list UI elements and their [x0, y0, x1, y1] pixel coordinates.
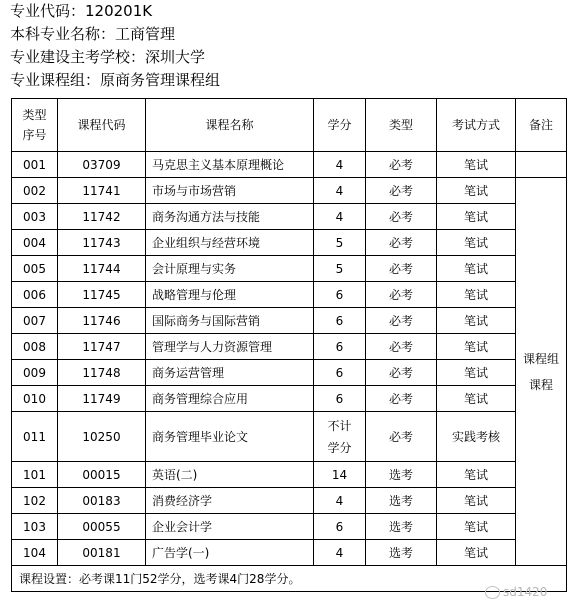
cell-credit: 4	[314, 540, 366, 566]
cell-type: 选考	[366, 540, 437, 566]
cell-name: 战略管理与伦理	[146, 282, 314, 308]
col-type: 类型	[366, 99, 437, 152]
cell-code: 11749	[58, 386, 146, 412]
cell-credit: 6	[314, 386, 366, 412]
cell-type: 必考	[366, 282, 437, 308]
cell-credit: 4	[314, 488, 366, 514]
cell-type: 必考	[366, 412, 437, 462]
cell-exam: 笔试	[437, 152, 516, 178]
table-row	[12, 230, 567, 256]
cell-type: 必考	[366, 178, 437, 204]
cell-credit: 5	[314, 256, 366, 282]
cell-seq: 002	[12, 178, 58, 204]
cell-code: 03709	[58, 152, 146, 178]
cell-code: 11744	[58, 256, 146, 282]
cell-seq: 101	[12, 462, 58, 488]
table-row	[12, 540, 567, 566]
cell-type: 必考	[366, 256, 437, 282]
cell-exam: 笔试	[437, 256, 516, 282]
cell-seq: 004	[12, 230, 58, 256]
cell-code: 00183	[58, 488, 146, 514]
cell-note	[516, 152, 567, 178]
cell-seq: 102	[12, 488, 58, 514]
cell-name: 马克思主义基本原理概论	[146, 152, 314, 178]
cell-name: 会计原理与实务	[146, 256, 314, 282]
cell-name: 国际商务与国际营销	[146, 308, 314, 334]
table-row	[12, 152, 567, 178]
cell-name: 企业会计学	[146, 514, 314, 540]
cell-exam: 笔试	[437, 308, 516, 334]
cell-name: 消费经济学	[146, 488, 314, 514]
cell-seq: 008	[12, 334, 58, 360]
cell-seq: 104	[12, 540, 58, 566]
cell-seq: 005	[12, 256, 58, 282]
table-header-row	[12, 99, 567, 152]
col-type-seq-l1: 类型	[22, 108, 47, 122]
cell-code: 11748	[58, 360, 146, 386]
table-row	[12, 334, 567, 360]
cell-code: 11742	[58, 204, 146, 230]
cell-exam: 笔试	[437, 514, 516, 540]
cell-exam: 笔试	[437, 540, 516, 566]
cell-name: 商务管理毕业论文	[146, 412, 314, 462]
cell-seq: 103	[12, 514, 58, 540]
cell-exam: 实践考核	[437, 412, 516, 462]
cell-seq: 003	[12, 204, 58, 230]
cell-seq: 009	[12, 360, 58, 386]
watermark	[485, 585, 547, 599]
col-name: 课程名称	[146, 99, 314, 152]
cell-exam: 笔试	[437, 282, 516, 308]
table-row	[12, 386, 567, 412]
cell-exam: 笔试	[437, 334, 516, 360]
cell-type: 选考	[366, 514, 437, 540]
cell-code: 11746	[58, 308, 146, 334]
document-header	[10, 0, 570, 92]
table-row	[12, 514, 567, 540]
watermark-text: sd1420	[503, 585, 548, 599]
cell-credit: 6	[314, 282, 366, 308]
table-body	[12, 152, 567, 566]
table-row	[12, 360, 567, 386]
table-row	[12, 282, 567, 308]
cell-exam: 笔试	[437, 230, 516, 256]
host-university: 专业建设主考学校：深圳大学	[10, 48, 206, 66]
major-code: 专业代码：120201K	[10, 2, 153, 20]
course-group: 专业课程组：原商务管理课程组	[10, 71, 221, 89]
cell-exam: 笔试	[437, 204, 516, 230]
table-row	[12, 462, 567, 488]
note-text: 课程组课程	[522, 351, 559, 392]
cell-type: 选考	[366, 462, 437, 488]
cell-seq: 007	[12, 308, 58, 334]
cell-type: 选考	[366, 488, 437, 514]
table-row	[12, 488, 567, 514]
cell-type: 必考	[366, 360, 437, 386]
cell-code: 11745	[58, 282, 146, 308]
cell-code: 11743	[58, 230, 146, 256]
cell-type: 必考	[366, 152, 437, 178]
cell-credit: 5	[314, 230, 366, 256]
table-row	[12, 412, 567, 462]
cell-type: 必考	[366, 204, 437, 230]
cell-note-merged	[516, 178, 567, 566]
cell-seq: 011	[12, 412, 58, 462]
cell-code: 11747	[58, 334, 146, 360]
footer-row	[12, 566, 567, 592]
cell-code: 00181	[58, 540, 146, 566]
cell-name: 商务沟通方法与技能	[146, 204, 314, 230]
credit-line: 不计	[327, 418, 352, 433]
cell-seq: 010	[12, 386, 58, 412]
cell-type: 必考	[366, 386, 437, 412]
cell-name: 管理学与人力资源管理	[146, 334, 314, 360]
cell-name: 企业组织与经营环境	[146, 230, 314, 256]
credit-line: 学分	[327, 440, 352, 455]
cell-credit: 6	[314, 360, 366, 386]
cell-exam: 笔试	[437, 462, 516, 488]
cell-code: 00055	[58, 514, 146, 540]
cell-credit: 4	[314, 204, 366, 230]
cell-credit: 6	[314, 514, 366, 540]
cell-type: 必考	[366, 308, 437, 334]
table-row	[12, 178, 567, 204]
table-row	[12, 204, 567, 230]
table-row	[12, 256, 567, 282]
major-name: 本科专业名称：工商管理	[10, 25, 176, 43]
cell-type: 必考	[366, 334, 437, 360]
col-code: 课程代码	[58, 99, 146, 152]
course-table	[11, 98, 567, 592]
cell-exam: 笔试	[437, 386, 516, 412]
col-type-seq	[12, 99, 58, 152]
wechat-icon	[485, 586, 500, 599]
col-type-seq-l2: 序号	[22, 128, 47, 142]
col-exam: 考试方式	[437, 99, 516, 152]
cell-seq: 001	[12, 152, 58, 178]
cell-name: 商务管理综合应用	[146, 386, 314, 412]
cell-credit: 4	[314, 178, 366, 204]
cell-exam: 笔试	[437, 488, 516, 514]
cell-type: 必考	[366, 230, 437, 256]
cell-code: 11741	[58, 178, 146, 204]
cell-code: 10250	[58, 412, 146, 462]
cell-code: 00015	[58, 462, 146, 488]
cell-seq: 006	[12, 282, 58, 308]
col-note: 备注	[516, 99, 567, 152]
cell-credit: 6	[314, 308, 366, 334]
cell-credit: 14	[314, 462, 366, 488]
cell-name: 广告学(一)	[146, 540, 314, 566]
cell-exam: 笔试	[437, 360, 516, 386]
cell-credit: 6	[314, 334, 366, 360]
table-row	[12, 308, 567, 334]
cell-name: 英语(二)	[146, 462, 314, 488]
cell-exam: 笔试	[437, 178, 516, 204]
cell-name: 市场与市场营销	[146, 178, 314, 204]
cell-credit	[314, 412, 366, 462]
course-summary: 课程设置：必考课11门52学分，选考课4门28学分。	[12, 566, 567, 592]
cell-name: 商务运营管理	[146, 360, 314, 386]
cell-credit: 4	[314, 152, 366, 178]
col-credit: 学分	[314, 99, 366, 152]
